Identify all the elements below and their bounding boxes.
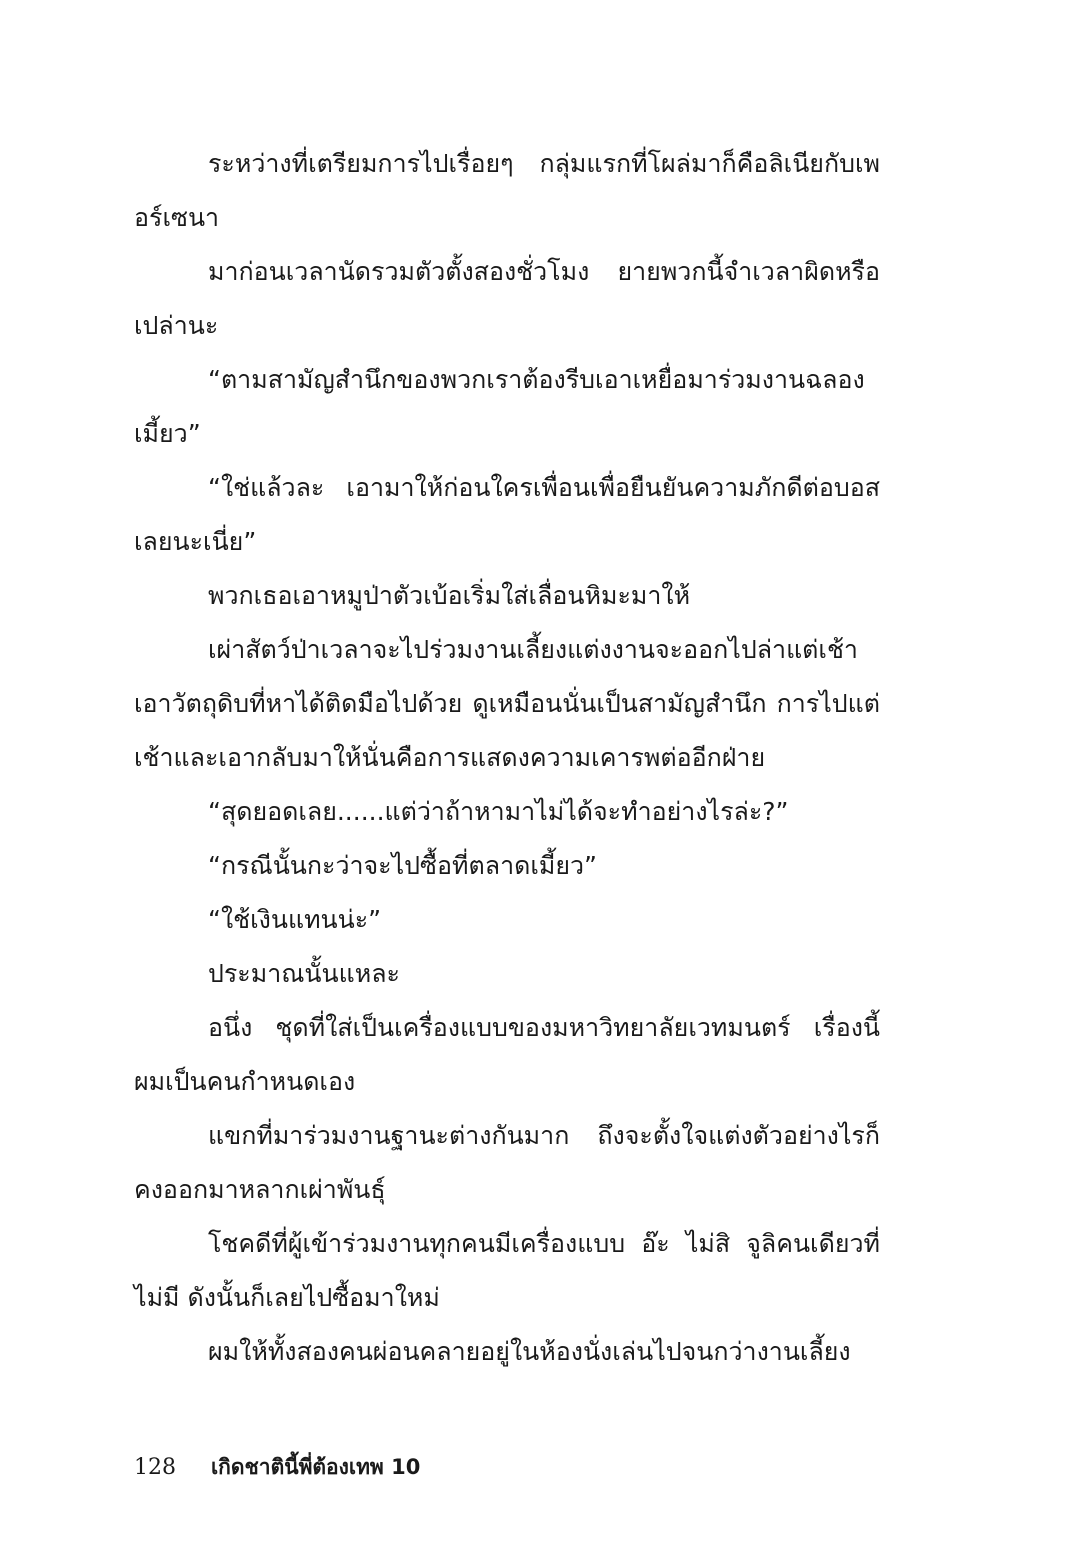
- paragraph-8: “กรณีนั้นกะว่าจะไปซื้อที่ตลาดเมี้ยว”: [208, 851, 598, 880]
- book-title: เกิดชาตินี้พี่ต้องเทพ 10: [211, 1455, 421, 1479]
- body-text: [134, 137, 880, 1379]
- paragraph-12: แขกที่มาร่วมงานฐานะต่างกันมาก ถึงจะตั้งใจแต่งตัวอย่างไรก็คงออกมาหลากเผ่าพันธุ์: [134, 1121, 880, 1204]
- paragraph-2: มาก่อนเวลานัดรวมตัวตั้งสองชั่วโมง ยายพวกนี้จำเวลาผิดหรือเปล่านะ: [134, 257, 880, 340]
- paragraph-11: อนึ่ง ชุดที่ใส่เป็นเครื่องแบบของมหาวิทยาลัยเวทมนตร์ เรื่องนี้ผมเป็นคนกำหนดเอง: [134, 1013, 880, 1096]
- page-number: 128: [134, 1455, 176, 1480]
- paragraph-4: “ใช่แล้วละ เอามาให้ก่อนใครเพื่อนเพื่อยืนยันความภักดีต่อบอสเลยนะเนี่ย”: [134, 473, 880, 556]
- paragraph-10: ประมาณนั้นแหละ: [208, 959, 400, 988]
- paragraph-6: เผ่าสัตว์ป่าเวลาจะไปร่วมงานเลี้ยงแต่งงานจะออกไปล่าแต่เช้า เอาวัตถุดิบที่หาได้ติดมือไปด้วย ดูเหมือนนั่นเป็นสามัญสำนึก การไปแต่เช้าและเอากลับมาให้นั่นคือการแสดงความเคารพต่ออีกฝ่าย: [134, 635, 880, 772]
- paragraph-7: “สุดยอดเลย......แต่ว่าถ้าหามาไม่ได้จะทำอย่างไรล่ะ?”: [208, 797, 789, 826]
- paragraph-13: โชคดีที่ผู้เข้าร่วมงานทุกคนมีเครื่องแบบ อ๊ะ ไม่สิ จูลิคนเดียวที่ไม่มี ดังนั้นก็เลยไปซื้อมาใหม่: [134, 1229, 880, 1312]
- paragraph-14: ผมให้ทั้งสองคนผ่อนคลายอยู่ในห้องนั่งเล่นไปจนกว่างานเลี้ยง: [208, 1337, 851, 1366]
- paragraph-1: ระหว่างที่เตรียมการไปเรื่อยๆ กลุ่มแรกที่โผล่มาก็คือลิเนียกับเพอร์เซนา: [134, 149, 880, 232]
- page-footer: [134, 1452, 420, 1483]
- paragraph-3: “ตามสามัญสำนึกของพวกเราต้องรีบเอาเหยื่อมาร่วมงานฉลองเมี้ยว”: [134, 365, 865, 448]
- paragraph-9: “ใช้เงินแทนน่ะ”: [208, 905, 382, 934]
- paragraph-5: พวกเธอเอาหมูป่าตัวเบ้อเริ่มใส่เลื่อนหิมะมาให้: [208, 581, 691, 610]
